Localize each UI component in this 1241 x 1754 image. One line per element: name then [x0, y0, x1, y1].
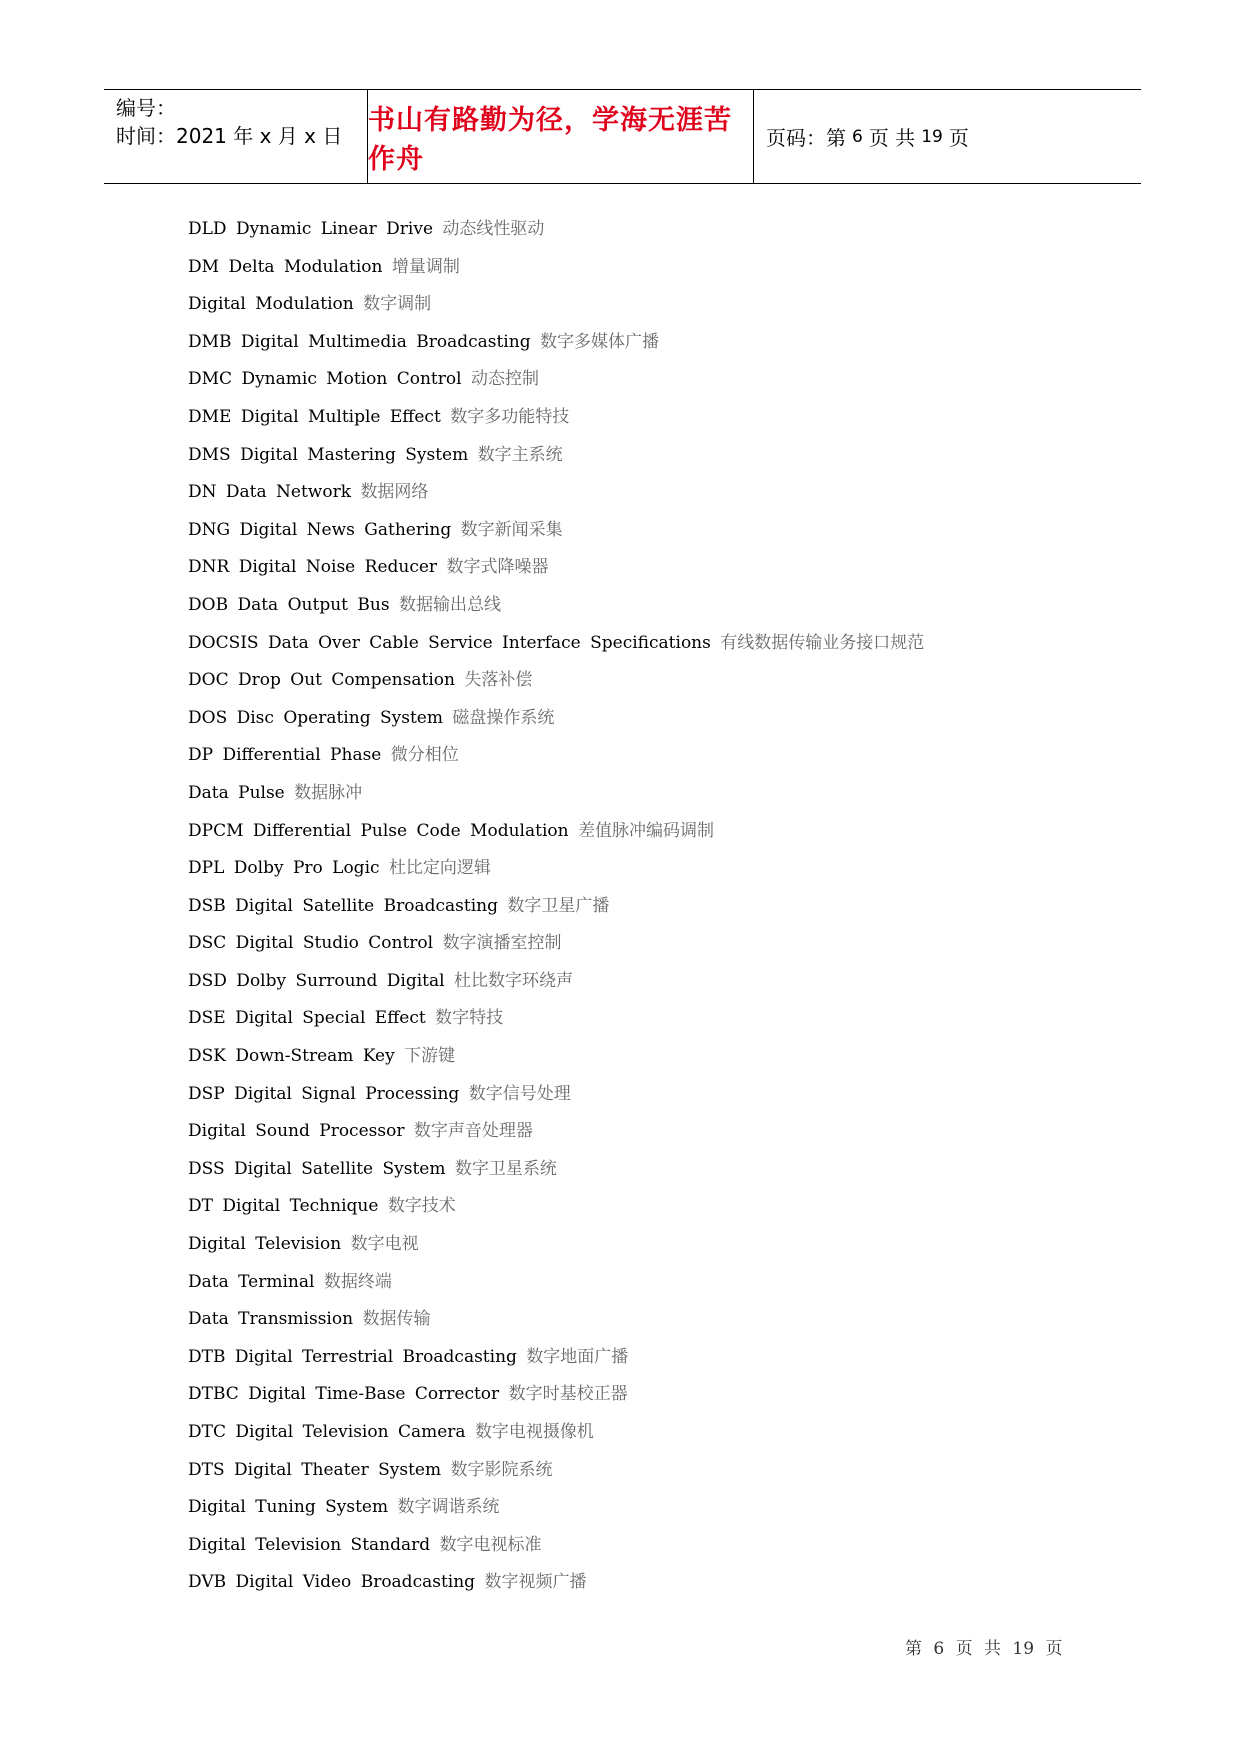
entry-translation: 数字式降噪器	[446, 557, 549, 578]
entry-term: DPCM Differential Pulse Code Modulation	[188, 820, 569, 841]
glossary-entry	[188, 289, 1178, 327]
glossary-entry	[188, 1041, 1178, 1079]
entry-translation: 数字多媒体广播	[540, 331, 659, 352]
glossary-entry	[188, 214, 1178, 252]
entry-term: Data Transmission	[188, 1309, 354, 1330]
glossary-entry	[188, 1530, 1178, 1568]
entry-term: DOB Data Output Bus	[188, 594, 390, 615]
entry-translation: 数字调谐系统	[397, 1497, 500, 1518]
entry-term: DLD Dynamic Linear Drive	[188, 219, 434, 239]
page-footer: 第 6 页 共 19 页	[905, 1639, 1063, 1659]
page-prefix: 页码：第	[766, 126, 846, 150]
entry-translation: 有线数据传输业务接口规范	[720, 632, 925, 653]
header-page-indicator	[754, 90, 1141, 183]
glossary-entry	[188, 1342, 1178, 1380]
glossary-entry	[188, 1229, 1178, 1267]
glossary-entry	[188, 1191, 1178, 1229]
glossary-entry	[188, 252, 1178, 290]
entry-term: Digital Tuning System	[188, 1497, 389, 1518]
entry-translation: 差值脉冲编码调制	[577, 820, 714, 841]
entry-translation: 数据网络	[360, 482, 429, 503]
glossary-list	[188, 214, 1178, 1605]
glossary-entry	[188, 928, 1178, 966]
glossary-entry	[188, 440, 1178, 478]
entry-translation: 数字新闻采集	[460, 519, 563, 540]
glossary-entry	[188, 778, 1178, 816]
glossary-entry	[188, 1154, 1178, 1192]
entry-translation: 动态控制	[470, 369, 539, 390]
entry-translation: 数字主系统	[477, 444, 563, 465]
entry-term: DP Differential Phase	[188, 745, 382, 766]
entry-term: DSE Digital Special Effect	[188, 1008, 426, 1029]
entry-translation: 数字卫星系统	[454, 1158, 557, 1179]
page-mid: 页 共	[868, 126, 916, 150]
glossary-entry	[188, 1116, 1178, 1154]
entry-term: DM Delta Modulation	[188, 256, 383, 277]
entry-term: DMS Digital Mastering System	[188, 444, 469, 465]
header-motto: 书山有路勤为径，学海无涯苦作舟	[368, 90, 754, 183]
entry-translation: 数字影院系统	[450, 1459, 553, 1480]
glossary-entry	[188, 703, 1178, 741]
entry-term: DTB Digital Terrestrial Broadcasting	[188, 1346, 517, 1367]
entry-translation: 数字电视	[350, 1234, 419, 1255]
page-suffix: 页	[948, 126, 969, 150]
entry-term: DOCSIS Data Over Cable Service Interface Specifications	[188, 632, 711, 653]
entry-translation: 数字演播室控制	[442, 933, 562, 954]
entry-translation: 数字特技	[435, 1008, 504, 1029]
glossary-entry	[188, 402, 1178, 440]
entry-term: DME Digital Multiple Effect	[188, 406, 441, 427]
entry-term: DOS Disc Operating System	[188, 707, 443, 728]
entry-term: DSC Digital Studio Control	[188, 933, 434, 954]
glossary-entry	[188, 1003, 1178, 1041]
entry-translation: 数字技术	[387, 1196, 456, 1217]
glossary-entry	[188, 515, 1178, 553]
entry-translation: 数字声音处理器	[413, 1121, 533, 1142]
document-number-label: 编号：	[116, 96, 176, 120]
entry-term: DPL Dolby Pro Logic	[188, 858, 380, 879]
entry-term: DVB Digital Video Broadcasting	[188, 1572, 476, 1593]
glossary-entry	[188, 1079, 1178, 1117]
document-date: 时间：2021 年 x 月 x 日	[116, 124, 343, 148]
entry-translation: 数据传输	[362, 1309, 431, 1330]
glossary-entry	[188, 966, 1178, 1004]
glossary-entry	[188, 628, 1178, 666]
entry-translation: 下游键	[404, 1046, 456, 1067]
entry-term: Data Terminal	[188, 1271, 315, 1292]
entry-translation: 数字多功能特技	[450, 406, 570, 427]
glossary-entry	[188, 740, 1178, 778]
glossary-entry	[188, 327, 1178, 365]
entry-term: DTBC Digital Time-Base Corrector	[188, 1384, 500, 1405]
entry-term: DTC Digital Television Camera	[188, 1422, 466, 1442]
glossary-entry	[188, 590, 1178, 628]
glossary-entry	[188, 1567, 1178, 1605]
entry-translation: 数字卫星广播	[507, 895, 610, 916]
glossary-entry	[188, 1455, 1178, 1493]
entry-term: Digital Sound Processor	[188, 1121, 405, 1142]
current-page-number: 6	[852, 126, 863, 147]
entry-term: DMC Dynamic Motion Control	[188, 369, 462, 390]
glossary-entry	[188, 665, 1178, 703]
entry-term: DNR Digital Noise Reducer	[188, 557, 438, 578]
entry-translation: 数字电视标准	[439, 1534, 542, 1555]
entry-term: DOC Drop Out Compensation	[188, 670, 455, 691]
entry-translation: 数字视频广播	[484, 1572, 587, 1593]
glossary-entry	[188, 1379, 1178, 1417]
entry-term: Digital Modulation	[188, 294, 354, 315]
glossary-entry	[188, 853, 1178, 891]
entry-term: Data Pulse	[188, 782, 285, 803]
entry-translation: 数字电视摄像机	[474, 1422, 594, 1442]
entry-translation: 增量调制	[391, 256, 460, 277]
entry-term: DSD Dolby Surround Digital	[188, 970, 445, 991]
entry-term: Digital Television Standard	[188, 1534, 431, 1555]
entry-term: DSK Down-Stream Key	[188, 1046, 395, 1067]
entry-term: DSB Digital Satellite Broadcasting	[188, 895, 498, 916]
entry-translation: 数据脉冲	[294, 782, 363, 803]
glossary-entry	[188, 552, 1178, 590]
entry-translation: 动态线性驱动	[442, 219, 545, 239]
glossary-entry	[188, 816, 1178, 854]
glossary-entry	[188, 1417, 1178, 1455]
entry-term: DSP Digital Signal Processing	[188, 1083, 460, 1104]
entry-translation: 杜比数字环绕声	[453, 970, 573, 991]
glossary-entry	[188, 891, 1178, 929]
entry-term: DTS Digital Theater System	[188, 1459, 442, 1480]
glossary-entry	[188, 1492, 1178, 1530]
glossary-entry	[188, 1304, 1178, 1342]
entry-term: DSS Digital Satellite System	[188, 1158, 446, 1179]
entry-translation: 数字信号处理	[468, 1083, 571, 1104]
total-page-number: 19	[921, 126, 943, 147]
entry-term: Digital Television	[188, 1234, 342, 1255]
glossary-entry	[188, 477, 1178, 515]
entry-term: DNG Digital News Gathering	[188, 519, 452, 540]
entry-translation: 微分相位	[390, 745, 459, 766]
entry-term: DT Digital Technique	[188, 1196, 379, 1217]
entry-translation: 失落补偿	[464, 670, 533, 691]
entry-translation: 数据终端	[323, 1271, 392, 1292]
entry-term: DN Data Network	[188, 482, 352, 503]
entry-term: DMB Digital Multimedia Broadcasting	[188, 331, 531, 352]
entry-translation: 数据输出总线	[398, 594, 501, 615]
page-header	[104, 89, 1141, 184]
glossary-entry	[188, 364, 1178, 402]
entry-translation: 杜比定向逻辑	[388, 858, 491, 879]
entry-translation: 数字调制	[363, 294, 432, 315]
header-meta-cell	[104, 90, 368, 183]
entry-translation: 数字时基校正器	[508, 1384, 628, 1405]
entry-translation: 磁盘操作系统	[452, 707, 555, 728]
entry-translation: 数字地面广播	[526, 1346, 629, 1367]
glossary-entry	[188, 1267, 1178, 1305]
